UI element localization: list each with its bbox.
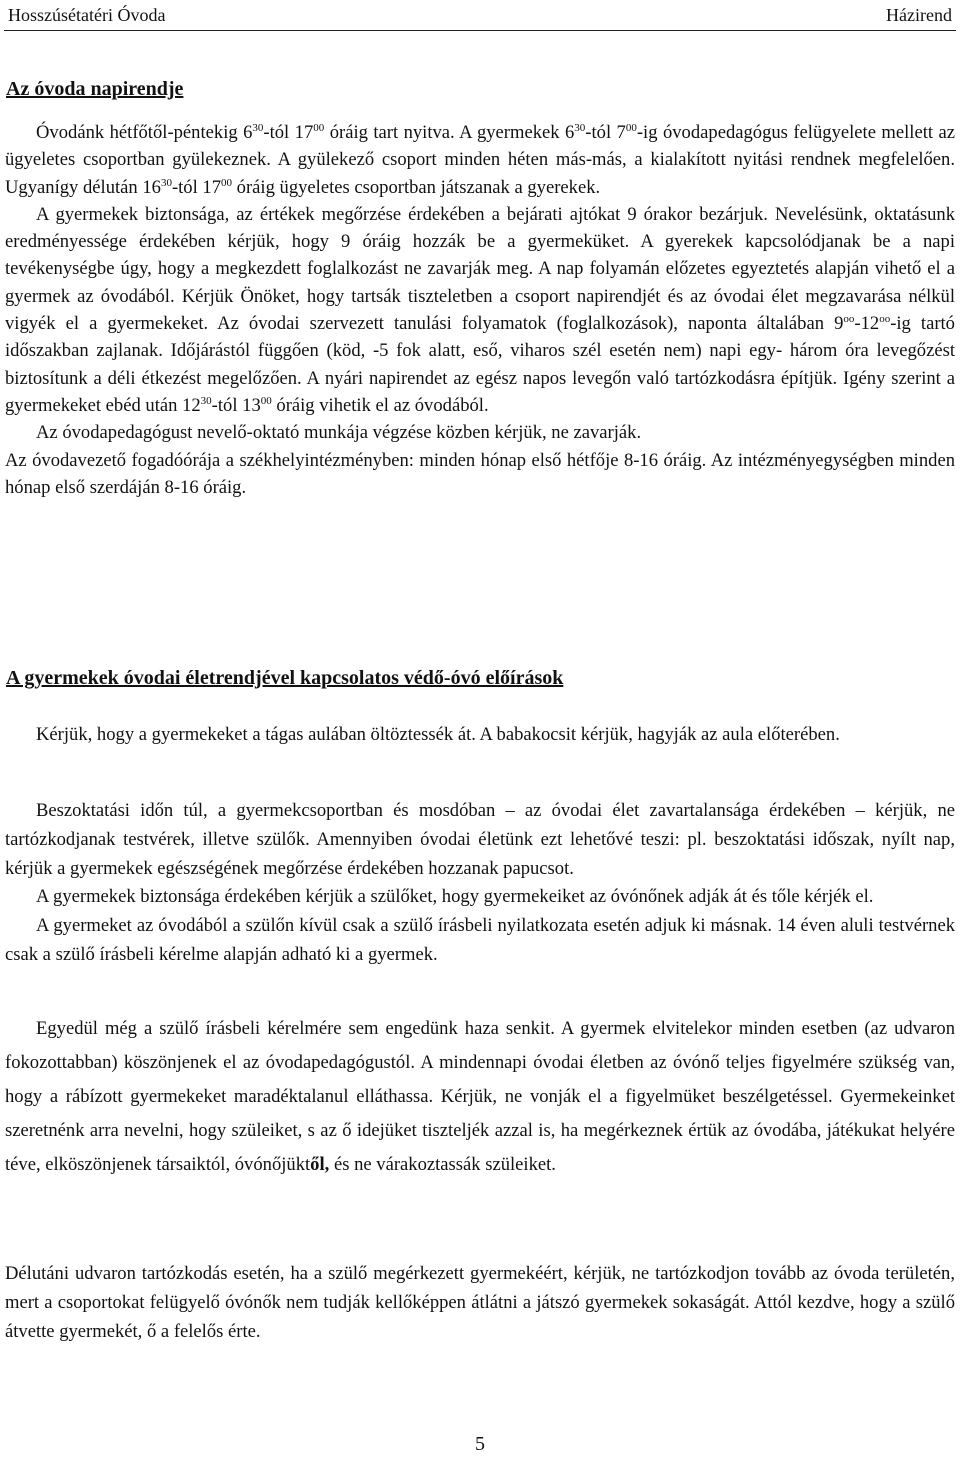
page-number: 5 bbox=[475, 1433, 485, 1455]
section-daily-schedule-body bbox=[5, 119, 955, 501]
paragraph-changing-room: Kérjük, hogy a gyermekeket a tágas aulában öltöztessék át. A babakocsit kérjük, hagyják az aula előterében. bbox=[36, 724, 840, 745]
section-title-daily-schedule: Az óvoda napirendje bbox=[6, 78, 184, 100]
paragraph-pickup-etiquette: Egyedül még a szülő írásbeli kérelmére sem engedünk haza senkit. A gyermek elvitelekor minden esetben (az udvaron fokozottabban) köszönjenek el az óvodapedagógustól. A mindennapi óvodai életben az óvónő teljes figyelmére szükség van, hogy a rábízott gyermekeket maradéktalanul elláthassa. Kérjük, ne vonják el a figyelmüket beszélgetéssel. Gyermekeinket szeretnénk arra nevelni, hogy szüleiket, s az ő idejüket tiszteljék azzal is, ha megérkeznek értük az óvodába, játékukat helyére téve, elköszönjenek társaiktól, óvónőjüktől, és ne várakoztassák szüleiket. bbox=[5, 1018, 955, 1175]
section-title-safety-rules: A gyermekek óvodai életrendjével kapcsolatos védő-óvó előírások bbox=[6, 667, 564, 689]
paragraph-do-not-disturb: Az óvodapedagógust nevelő-oktató munkája végzése közben kérjük, ne zavarják. bbox=[36, 422, 642, 444]
paragraph-office-hours: Az óvodavezető fogadóórája a székhelyintézményben: minden hónap első hétfője 8-16 óráig. Az intézményegységben minden hónap első szerdáján 8-16 óráig. bbox=[5, 449, 955, 498]
header-doc-title: Házirend bbox=[886, 5, 952, 25]
header-institution: Hosszúsétatéri Óvoda bbox=[8, 5, 166, 25]
header-rule bbox=[4, 30, 956, 31]
paragraph-afternoon-yard: Délutáni udvaron tartózkodás esetén, ha a szülő megérkezett gyermekéért, kérjük, ne tartózkodjon tovább az óvoda területén, mert a csoportokat felügyelő óvónők nem tudják kellőképpen átlátni a játszó gyermekek sokaságát. Attól kezdve, hogy a szülő átvette gyermekét, ő a felelős érte. bbox=[5, 1263, 955, 1342]
paragraph-settling-in: Beszoktatási időn túl, a gyermekcsoportban és mosdóban – az óvodai élet zavartalansága érdekében – kérjük, ne tartózkodjanak testvérek, illetve szülők. Amennyiben óvodai életünk ezt lehetővé teszi: pl. beszoktatási időszak, nyílt nap, kérjük a gyermekek egészségének megőrzése érdekében hozzanak papucsot. bbox=[5, 800, 955, 879]
paragraph-pickup-authorization: A gyermeket az óvodából a szülőn kívül csak a szülő írásbeli nyilatkozata esetén adjuk ki másnak. 14 éven aluli testvérnek csak a szülő írásbeli kérelme alapján adható ki a gyermek. bbox=[5, 915, 955, 965]
page-header bbox=[8, 3, 952, 29]
paragraph-opening-hours: Óvodánk hétfőtől-péntekig $6^{30}$-tól $17^{00}$ óráig tart nyitva. A gyermekek $6^{30}$-tól $7^{00}-ig$ óvodapedagógus felügyelete mellett az ügyeletes csoportban gyülekeznek. A gyülekező csoport minden héten más-más, a kialakított nyitási rendnek megfelelően. Ugyanígy délután $16^{30}$-tól $17^{00}$ óráig ügyeletes csoportban játszanak a gyerekek. bbox=[5, 122, 955, 198]
paragraph-safety-and-routine: A gyermekek biztonsága, az értékek megőrzése érdekében a bejárati ajtókat 9 órakor bezárjuk. Nevelésünk, oktatásunk eredményessége érdekében kérjük, hogy 9 óráig hozzák be a gyermeküket. A gyerekek kapcsolódjanak be a napi tevékenységbe úgy, hogy a megkezdett foglalkozást ne zavarják meg. A nap folyamán előzetes egyeztetés alapján vihető el a gyermek az óvodából. Kérjük Önöket, hogy tartsák tiszteletben a csoport napirendjét és az óvodai élet megzavarása nélkül vigyék el a gyermekeket. Az óvodai szervezett tanulási folyamatok (foglalkozások), naponta általában $9^{oo}-12^{oo}-ig$ tartó időszakban zajlanak. Időjárástól függően (köd, -5 fok alatt, eső, viharos szél esetén nem) napi egy- három óra levegőzést biztosítunk a déli étkezést megelőzően. A nyári napirendet az egész napos levegőn való tartózkodásra építjük. Igény szerint a gyermekeket ebéd után $12^{30}$-tól $13^{00}$ óráig vihetik el az óvodából. bbox=[5, 203, 955, 416]
section-safety-rules-body bbox=[5, 797, 955, 970]
paragraph-handover: A gyermekek biztonsága érdekében kérjük a szülőket, hogy gyermekeiket az óvónőnek adják át és tőle kérjék el. bbox=[36, 886, 874, 908]
